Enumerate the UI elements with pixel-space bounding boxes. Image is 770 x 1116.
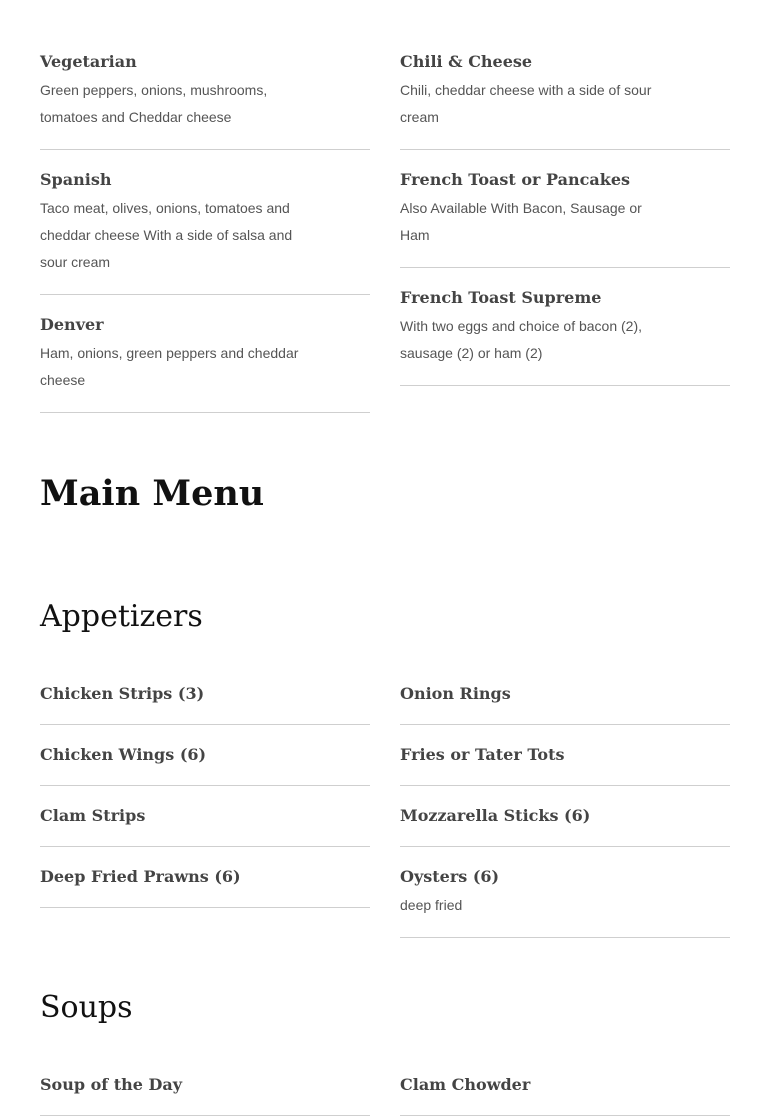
- menu-item: [40, 682, 370, 725]
- menu-item-title: Fries or Tater Tots: [400, 745, 565, 764]
- menu-item-description: Chili, cheddar cheese with a side of sour cream: [400, 82, 652, 125]
- menu-item: [40, 804, 370, 847]
- menu-item: [400, 50, 730, 150]
- soups-column-right: [400, 1073, 730, 1116]
- menu-item-title: French Toast Supreme: [400, 288, 602, 307]
- menu-item-title: Chicken Wings (6): [40, 745, 207, 764]
- menu-item-title: Deep Fried Prawns (6): [40, 867, 241, 886]
- menu-item-description: Ham, onions, green peppers and cheddar cheese: [40, 345, 299, 388]
- menu-item-title: Soup of the Day: [40, 1075, 183, 1094]
- menu-item-description: Taco meat, olives, onions, tomatoes and cheddar cheese With a side of salsa and sour cream: [40, 200, 293, 270]
- menu-item: [400, 168, 730, 268]
- menu-item: [400, 286, 730, 386]
- menu-item-title: Onion Rings: [400, 684, 511, 703]
- soups-column-left: [40, 1073, 370, 1116]
- breakfast-column-left: [40, 50, 370, 413]
- menu-item-title: Spanish: [40, 170, 112, 189]
- menu-item-title: Vegetarian: [40, 52, 137, 71]
- menu-item: [40, 743, 370, 786]
- menu-item-description: deep fried: [400, 897, 463, 913]
- menu-item: [40, 50, 370, 150]
- menu-item-description: Also Available With Bacon, Sausage or Ham: [400, 200, 642, 243]
- appetizers-column-right: [400, 682, 730, 938]
- menu-item-description: Green peppers, onions, mushrooms, tomatoes and Cheddar cheese: [40, 82, 268, 125]
- menu-item-description: With two eggs and choice of bacon (2), sausage (2) or ham (2): [400, 318, 643, 361]
- menu-item: [400, 743, 730, 786]
- menu-item-title: Clam Strips: [40, 806, 146, 825]
- menu-item-title: Chicken Strips (3): [40, 684, 205, 703]
- menu-item: [400, 865, 730, 938]
- menu-item: [40, 168, 370, 295]
- menu-item: [400, 682, 730, 725]
- menu-item: [40, 865, 370, 908]
- section-heading-appetizers: Appetizers: [40, 599, 203, 634]
- menu-item: [400, 804, 730, 847]
- menu-item-title: Clam Chowder: [400, 1075, 531, 1094]
- menu-item-title: Chili & Cheese: [400, 52, 533, 71]
- menu-item: [40, 313, 370, 413]
- appetizers-column-left: [40, 682, 370, 908]
- menu-item-title: Mozzarella Sticks (6): [400, 806, 591, 825]
- menu-item: [400, 1073, 730, 1116]
- menu-item: [40, 1073, 370, 1116]
- menu-item-title: Denver: [40, 315, 104, 334]
- menu-item-title: Oysters (6): [400, 867, 500, 886]
- breakfast-column-right: [400, 50, 730, 386]
- menu-item-title: French Toast or Pancakes: [400, 170, 630, 189]
- page-title: Main Menu: [40, 473, 265, 514]
- section-heading-soups: Soups: [40, 990, 133, 1025]
